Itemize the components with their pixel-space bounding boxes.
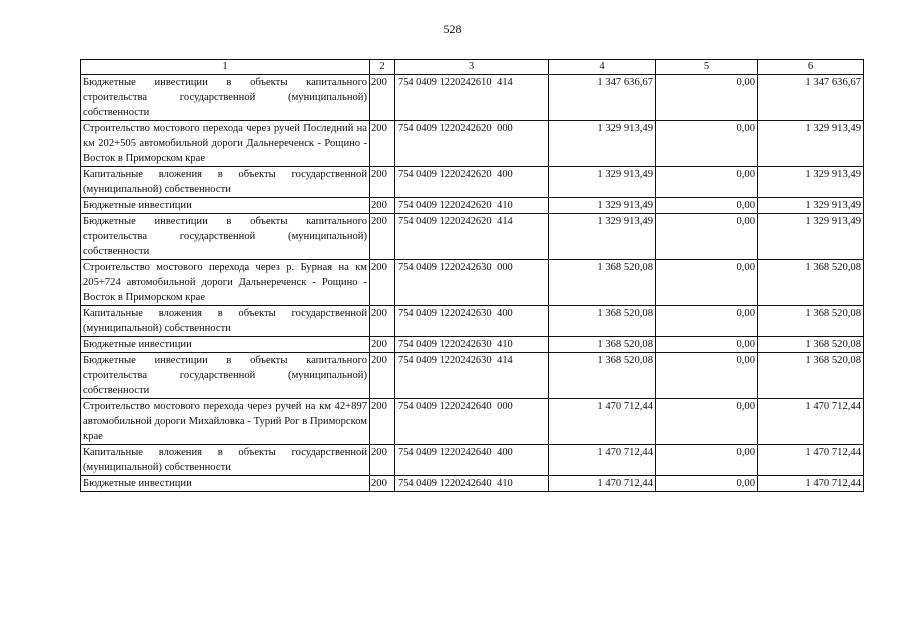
row-name-cell: Строительство мостового перехода через ручей на км 42+897 автомобильной дороги Михайловка - Турий Рог в Приморском крае — [81, 399, 370, 445]
row-col5-cell: 0,00 — [656, 353, 758, 399]
row-code-cell — [395, 198, 549, 214]
row-ref-cell: 200 — [370, 306, 395, 337]
row-ref-cell: 200 — [370, 445, 395, 476]
row-code-value: 754 0409 1220242640 — [398, 401, 492, 412]
row-vid-value: 400 — [497, 308, 513, 319]
row-name-cell: Бюджетные инвестиции — [81, 198, 370, 214]
row-name-cell: Бюджетные инвестиции в объекты капитального строительства государственной (муниципальной) собственности — [81, 353, 370, 399]
row-code-cell — [395, 445, 549, 476]
row-code-cell — [395, 214, 549, 260]
row-code-value: 754 0409 1220242610 — [398, 77, 492, 88]
row-col4-cell: 1 470 712,44 — [549, 476, 656, 492]
row-code-value: 754 0409 1220242630 — [398, 308, 492, 319]
row-col4-cell: 1 329 913,49 — [549, 121, 656, 167]
row-col5-cell: 0,00 — [656, 167, 758, 198]
row-col6-cell: 1 470 712,44 — [758, 399, 864, 445]
row-vid-value: 414 — [497, 355, 513, 366]
row-ref-cell: 200 — [370, 337, 395, 353]
column-header-5: 5 — [656, 60, 758, 75]
row-col5-cell: 0,00 — [656, 198, 758, 214]
table-row — [81, 260, 864, 306]
column-header-4: 4 — [549, 60, 656, 75]
row-code-cell — [395, 337, 549, 353]
row-code-cell — [395, 399, 549, 445]
table-row — [81, 214, 864, 260]
row-col5-cell: 0,00 — [656, 75, 758, 121]
row-col5-cell: 0,00 — [656, 260, 758, 306]
row-name-cell: Бюджетные инвестиции — [81, 476, 370, 492]
row-code-cell — [395, 75, 549, 121]
row-name-cell: Бюджетные инвестиции в объекты капитального строительства государственной (муниципальной) собственности — [81, 214, 370, 260]
row-col5-cell: 0,00 — [656, 121, 758, 167]
row-col4-cell: 1 368 520,08 — [549, 353, 656, 399]
column-header-2: 2 — [370, 60, 395, 75]
row-name-cell: Строительство мостового перехода через ручей Последний на км 202+505 автомобильной дороги Дальнереченск - Рощино - Восток в Приморском крае — [81, 121, 370, 167]
row-vid-value: 414 — [497, 77, 513, 88]
row-code-value: 754 0409 1220242630 — [398, 339, 492, 350]
row-col6-cell: 1 368 520,08 — [758, 353, 864, 399]
row-col6-cell: 1 329 913,49 — [758, 214, 864, 260]
row-vid-value: 410 — [497, 200, 513, 211]
column-header-6: 6 — [758, 60, 864, 75]
row-col6-cell: 1 347 636,67 — [758, 75, 864, 121]
row-ref-cell: 200 — [370, 167, 395, 198]
row-ref-cell: 200 — [370, 399, 395, 445]
row-col6-cell: 1 368 520,08 — [758, 337, 864, 353]
row-vid-value: 400 — [497, 447, 513, 458]
row-col4-cell: 1 329 913,49 — [549, 198, 656, 214]
row-col5-cell: 0,00 — [656, 306, 758, 337]
row-ref-cell: 200 — [370, 198, 395, 214]
column-header-1: 1 — [81, 60, 370, 75]
row-name-cell: Капитальные вложения в объекты государственной (муниципальной) собственности — [81, 445, 370, 476]
table-row — [81, 399, 864, 445]
row-code-cell — [395, 306, 549, 337]
column-header-3: 3 — [395, 60, 549, 75]
row-col5-cell: 0,00 — [656, 445, 758, 476]
row-vid-value: 000 — [497, 401, 513, 412]
row-ref-cell: 200 — [370, 121, 395, 167]
row-vid-value: 410 — [497, 478, 513, 489]
row-col6-cell: 1 329 913,49 — [758, 121, 864, 167]
row-col4-cell: 1 470 712,44 — [549, 445, 656, 476]
row-ref-cell: 200 — [370, 353, 395, 399]
row-ref-cell: 200 — [370, 214, 395, 260]
row-code-value: 754 0409 1220242620 — [398, 123, 492, 134]
row-col4-cell: 1 329 913,49 — [549, 214, 656, 260]
row-col5-cell: 0,00 — [656, 337, 758, 353]
row-col5-cell: 0,00 — [656, 214, 758, 260]
table-row — [81, 121, 864, 167]
row-name-cell: Бюджетные инвестиции в объекты капитального строительства государственной (муниципальной) собственности — [81, 75, 370, 121]
row-vid-value: 000 — [497, 123, 513, 134]
row-vid-value: 410 — [497, 339, 513, 350]
row-col6-cell: 1 368 520,08 — [758, 306, 864, 337]
row-col5-cell: 0,00 — [656, 476, 758, 492]
row-code-cell — [395, 260, 549, 306]
row-col4-cell: 1 347 636,67 — [549, 75, 656, 121]
table-row — [81, 75, 864, 121]
row-col4-cell: 1 368 520,08 — [549, 306, 656, 337]
table-row — [81, 198, 864, 214]
row-ref-cell: 200 — [370, 476, 395, 492]
row-code-value: 754 0409 1220242620 — [398, 200, 492, 211]
table-row — [81, 445, 864, 476]
row-name-cell: Бюджетные инвестиции — [81, 337, 370, 353]
row-code-value: 754 0409 1220242630 — [398, 355, 492, 366]
row-code-value: 754 0409 1220242620 — [398, 216, 492, 227]
page-number: 528 — [443, 22, 462, 36]
row-ref-cell: 200 — [370, 75, 395, 121]
budget-table — [80, 59, 864, 492]
row-col6-cell: 1 470 712,44 — [758, 476, 864, 492]
row-col6-cell: 1 368 520,08 — [758, 260, 864, 306]
row-vid-value: 000 — [497, 262, 513, 273]
table-row — [81, 167, 864, 198]
row-name-cell: Строительство мостового перехода через р. Бурная на км 205+724 автомобильной дороги Дальнереченск - Рощино - Восток в Приморском крае — [81, 260, 370, 306]
row-code-cell — [395, 353, 549, 399]
row-col6-cell: 1 329 913,49 — [758, 198, 864, 214]
table-row — [81, 476, 864, 492]
row-col4-cell: 1 470 712,44 — [549, 399, 656, 445]
row-code-cell — [395, 121, 549, 167]
table-row — [81, 353, 864, 399]
table-row — [81, 306, 864, 337]
row-code-cell — [395, 167, 549, 198]
row-code-value: 754 0409 1220242620 — [398, 169, 492, 180]
row-col5-cell: 0,00 — [656, 399, 758, 445]
row-code-value: 754 0409 1220242640 — [398, 478, 492, 489]
header-row — [81, 60, 864, 75]
row-vid-value: 414 — [497, 216, 513, 227]
row-name-cell: Капитальные вложения в объекты государственной (муниципальной) собственности — [81, 306, 370, 337]
row-col4-cell: 1 368 520,08 — [549, 260, 656, 306]
row-name-cell: Капитальные вложения в объекты государственной (муниципальной) собственности — [81, 167, 370, 198]
row-col4-cell: 1 368 520,08 — [549, 337, 656, 353]
table-row — [81, 337, 864, 353]
row-ref-cell: 200 — [370, 260, 395, 306]
row-code-cell — [395, 476, 549, 492]
row-col6-cell: 1 470 712,44 — [758, 445, 864, 476]
row-code-value: 754 0409 1220242630 — [398, 262, 492, 273]
row-col4-cell: 1 329 913,49 — [549, 167, 656, 198]
row-vid-value: 400 — [497, 169, 513, 180]
row-code-value: 754 0409 1220242640 — [398, 447, 492, 458]
row-col6-cell: 1 329 913,49 — [758, 167, 864, 198]
